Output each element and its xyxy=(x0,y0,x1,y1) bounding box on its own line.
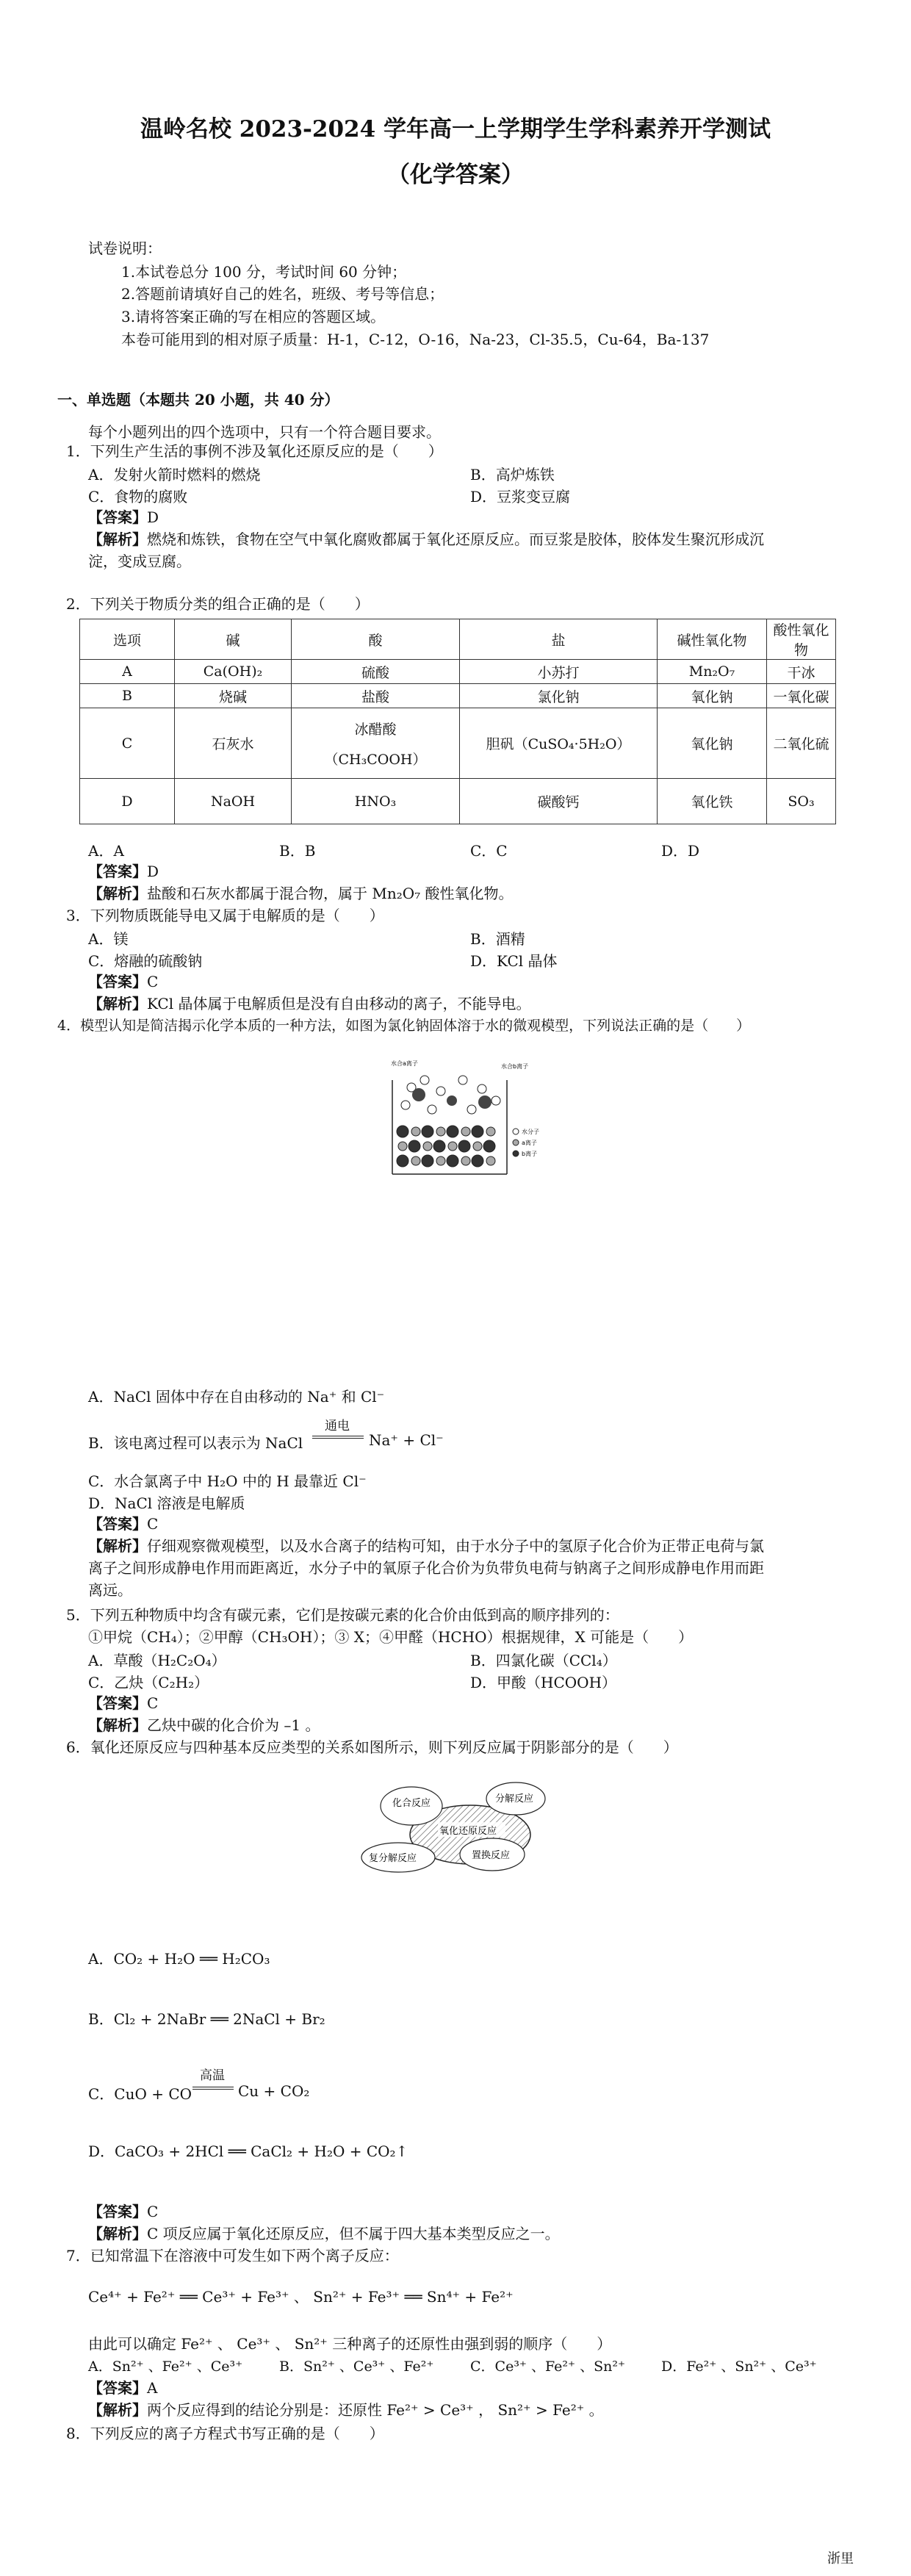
q4-analysis-cont: 离远。 xyxy=(88,1581,132,1599)
q1-option-c: C．食物的腐败 xyxy=(88,488,188,506)
answer-label: 【答案】 xyxy=(88,2379,147,2397)
q6-analysis xyxy=(88,2223,560,2244)
table-cell: 二氧化硫 xyxy=(767,708,836,779)
table-cell: NaOH xyxy=(175,779,292,824)
table-header-row xyxy=(80,619,836,660)
q4-option-b-text: B．该电离过程可以表示为 NaCl xyxy=(88,1434,303,1452)
table-header-cell: 碱 xyxy=(175,619,292,660)
q6-stem: 6．氧化还原反应与四种基本反应类型的关系如图所示，则下列反应属于阴影部分的是（ ） xyxy=(66,1738,678,1756)
analysis-label: 【解析】 xyxy=(88,2401,147,2419)
fig-label-left: 水合a离子 xyxy=(391,1060,418,1067)
fig-legend-item: a离子 xyxy=(522,1140,537,1146)
table-cell: 石灰水 xyxy=(175,708,292,779)
table-cell: 氧化铁 xyxy=(658,779,767,824)
q6-option-b: B．Cl₂ + 2NaBr ══ 2NaCl + Br₂ xyxy=(88,2010,325,2028)
analysis-text: 两个反应得到的结论分别是：还原性 Fe²⁺ > Ce³⁺ ， Sn²⁺ > Fe²⁺ 。 xyxy=(147,2401,604,2419)
table-row xyxy=(80,660,836,684)
q5-option-d: D．甲酸（HCOOH） xyxy=(470,1674,617,1691)
page-subtitle: （化学答案） xyxy=(387,162,524,188)
table-cell: 硫酸 xyxy=(292,660,460,684)
table-cell: Mn₂O₇ xyxy=(658,660,767,684)
reaction-equal-sign xyxy=(312,1436,364,1439)
acid-formula: （CH₃COOH） xyxy=(324,751,427,768)
answer-label: 【答案】 xyxy=(88,1694,147,1712)
table-header-cell: 盐 xyxy=(460,619,658,660)
classification-table xyxy=(79,619,836,824)
analysis-text: 仔细观察微观模型，以及水合离子的结构可知，由于水分子中的氢原子化合价为正带正电荷与氯 xyxy=(147,1537,764,1555)
answer-label: 【答案】 xyxy=(88,2203,147,2220)
q5-option-b: B．四氯化碳（CCl₄） xyxy=(470,1652,617,1669)
analysis-text: 乙炔中碳的化合价为 –1 。 xyxy=(147,1716,320,1734)
page-title: 温岭名校 2023-2024 学年高一上学期学生学科素养开学测试 xyxy=(140,116,771,143)
answer-value: D xyxy=(147,508,159,526)
reaction-equal-sign xyxy=(192,2087,234,2090)
q6-option-a: A．CO₂ + H₂O ══ H₂CO₃ xyxy=(88,1950,270,1968)
table-row xyxy=(80,708,836,779)
venn-label: 复分解反应 xyxy=(369,1853,417,1864)
q2-stem: 2．下列关于物质分类的组合正确的是（ ） xyxy=(66,595,370,613)
q7-option-a: A．Sn²⁺ 、Fe²⁺ 、Ce³⁺ xyxy=(88,2359,243,2375)
q8-stem: 8．下列反应的离子方程式书写正确的是（ ） xyxy=(66,2425,384,2442)
q4-answer xyxy=(88,1514,158,1534)
section-title: 一、单选题（本题共 20 小题，共 40 分） xyxy=(57,391,339,409)
answer-label: 【答案】 xyxy=(88,973,147,990)
q2-option-d: D．D xyxy=(661,842,700,860)
answer-value: C xyxy=(147,1515,159,1533)
table-cell: B xyxy=(80,684,175,708)
q4-analysis-cont: 离子之间形成静电作用而距离近，水分子中的氧原子化合价为负带负电荷与钠离子之间形成静电作用而距 xyxy=(88,1559,764,1577)
q4-option-c: C．水合氯离子中 H₂O 中的 H 最靠近 Cl⁻ xyxy=(88,1472,367,1490)
instructions-heading: 试卷说明： xyxy=(88,240,162,257)
q7-question: 由此可以确定 Fe²⁺ 、 Ce³⁺ 、 Sn²⁺ 三种离子的还原性由强到弱的顺序（ ） xyxy=(88,2335,612,2353)
analysis-label: 【解析】 xyxy=(88,1716,147,1734)
q6-option-c-condition: 高温 xyxy=(200,2068,225,2083)
q3-stem: 3．下列物质既能导电又属于电解质的是（ ） xyxy=(66,907,384,924)
table-cell: 干冰 xyxy=(767,660,836,684)
q3-option-c: C．熔融的硫酸钠 xyxy=(88,952,203,970)
q1-option-d: D．豆浆变豆腐 xyxy=(470,488,571,506)
venn-label: 置换反应 xyxy=(472,1850,511,1861)
q4-option-d: D．NaCl 溶液是电解质 xyxy=(88,1494,245,1512)
answer-value: A xyxy=(147,2379,158,2397)
table-cell: D xyxy=(80,779,175,824)
acid-name: 冰醋酸 xyxy=(354,721,397,738)
q5-list: ①甲烷（CH₄）；②甲醇（CH₃OH）；③ X；④甲醛（HCHO）根据规律，X 可能是（ ） xyxy=(88,1628,694,1646)
q6-option-c-text: C．CuO + CO xyxy=(88,2085,192,2103)
q6-option-c-products: Cu + CO₂ xyxy=(238,2082,310,2100)
q4-option-a: A．NaCl 固体中存在自由移动的 Na⁺ 和 Cl⁻ xyxy=(88,1388,385,1406)
analysis-text: 盐酸和石灰水都属于混合物，属于 Mn₂O₇ 酸性氧化物。 xyxy=(147,885,514,902)
answer-value: C xyxy=(147,2203,159,2220)
answer-label: 【答案】 xyxy=(88,508,147,526)
q7-option-d: D．Fe²⁺ 、Sn²⁺ 、Ce³⁺ xyxy=(661,2359,817,2375)
venn-label: 氧化还原反应 xyxy=(439,1826,497,1837)
q4-option-b-condition: 通电 xyxy=(325,1419,350,1433)
q2-answer xyxy=(88,861,159,882)
analysis-label: 【解析】 xyxy=(88,2225,147,2242)
q5-answer xyxy=(88,1693,158,1713)
q7-answer xyxy=(88,2378,157,2398)
instruction-item: 1.本试卷总分 100 分，考试时间 60 分钟； xyxy=(121,263,407,281)
q3-option-b: B．酒精 xyxy=(470,930,525,948)
table-cell: 胆矾（CuSO₄·5H₂O） xyxy=(460,708,658,779)
analysis-label: 【解析】 xyxy=(88,1537,147,1555)
q2-analysis xyxy=(88,883,514,904)
table-cell: 盐酸 xyxy=(292,684,460,708)
table-cell: 氯化钠 xyxy=(460,684,658,708)
analysis-text: C 项反应属于氧化还原反应，但不属于四大基本类型反应之一。 xyxy=(147,2225,560,2242)
answer-value: C xyxy=(147,1694,159,1712)
table-cell: 一氧化碳 xyxy=(767,684,836,708)
table-header-cell: 选项 xyxy=(80,619,175,660)
q1-analysis xyxy=(88,529,764,550)
table-cell: Ca(OH)₂ xyxy=(175,660,292,684)
reaction-type-venn-diagram xyxy=(353,1772,573,1882)
table-cell: 烧碱 xyxy=(175,684,292,708)
q5-analysis xyxy=(88,1715,320,1735)
q1-stem: 1．下列生产生活的事例不涉及氧化还原反应的是（ ） xyxy=(66,442,443,460)
instruction-item: 本卷可能用到的相对原子质量：H-1，C-12，O-16，Na-23，Cl-35.5，Cu-64，Ba-137 xyxy=(121,331,710,348)
q7-equations: Ce⁴⁺ + Fe²⁺ ══ Ce³⁺ + Fe³⁺ 、 Sn²⁺ + Fe³⁺ ══ Sn⁴⁺ + Fe²⁺ xyxy=(88,2288,514,2306)
table-cell: 氧化钠 xyxy=(658,684,767,708)
answer-label: 【答案】 xyxy=(88,1515,147,1533)
instruction-item: 2.答题前请填好自己的姓名，班级、考号等信息； xyxy=(121,285,444,303)
instruction-item: 3.请将答案正确的写在相应的答题区域。 xyxy=(121,308,386,325)
table-cell: 氧化钠 xyxy=(658,708,767,779)
q1-option-b: B．高炉炼铁 xyxy=(470,466,555,483)
q4-stem: 4．模型认知是简洁揭示化学本质的一种方法，如图为氯化钠固体溶于水的微观模型，下列说法正确的是（ ） xyxy=(57,1018,751,1034)
table-header-cell: 酸 xyxy=(292,619,460,660)
q7-option-c: C．Ce³⁺ 、Fe²⁺ 、Sn²⁺ xyxy=(470,2359,625,2375)
q2-option-a: A．A xyxy=(88,842,124,860)
table-cell: 小苏打 xyxy=(460,660,658,684)
q3-option-d: D．KCl 晶体 xyxy=(470,952,558,970)
analysis-label: 【解析】 xyxy=(88,995,147,1012)
q4-analysis xyxy=(88,1536,764,1556)
q2-option-c: C．C xyxy=(470,842,508,860)
q5-option-a: A．草酸（H₂C₂O₄） xyxy=(88,1652,226,1669)
q3-option-a: A．镁 xyxy=(88,930,129,948)
analysis-text: 燃烧和炼铁，食物在空气中氧化腐败都属于氧化还原反应。而豆浆是胶体，胶体发生聚沉形成沉 xyxy=(147,530,764,548)
analysis-text: KCl 晶体属于电解质但是没有自由移动的离子，不能导电。 xyxy=(147,995,531,1012)
q1-answer xyxy=(88,507,159,528)
q6-option-d: D．CaCO₃ + 2HCl ══ CaCl₂ + H₂O + CO₂↑ xyxy=(88,2143,408,2160)
q3-analysis xyxy=(88,993,530,1014)
venn-label: 化合反应 xyxy=(392,1798,431,1809)
answer-value: C xyxy=(147,973,159,990)
q2-option-b: B．B xyxy=(279,842,316,860)
q7-analysis xyxy=(88,2400,604,2420)
fig-legend-item: 水分子 xyxy=(522,1129,539,1135)
q4-option-b-products: Na⁺ + Cl⁻ xyxy=(369,1431,444,1449)
venn-label: 分解反应 xyxy=(495,1794,534,1805)
table-row xyxy=(80,684,836,708)
table-cell: A xyxy=(80,660,175,684)
q7-option-b: B．Sn²⁺ 、Ce³⁺ 、Fe²⁺ xyxy=(279,2359,434,2375)
q1-analysis-cont: 淀，变成豆腐。 xyxy=(88,553,191,570)
table-header-cell: 碱性氧化物 xyxy=(658,619,767,660)
section-intro: 每个小题列出的四个选项中，只有一个符合题目要求。 xyxy=(88,423,441,441)
nacl-dissolution-model-figure xyxy=(389,1058,558,1176)
q5-stem: 5．下列五种物质中均含有碳元素，它们是按碳元素的化合价由低到高的顺序排列的： xyxy=(66,1606,619,1624)
table-cell: HNO₃ xyxy=(292,779,460,824)
q1-option-a: A．发射火箭时燃料的燃烧 xyxy=(88,466,261,483)
analysis-label: 【解析】 xyxy=(88,530,147,548)
answer-label: 【答案】 xyxy=(88,863,147,880)
q6-answer xyxy=(88,2201,158,2222)
fig-label-right: 水合b离子 xyxy=(501,1063,529,1070)
analysis-label: 【解析】 xyxy=(88,885,147,902)
table-cell: SO₃ xyxy=(767,779,836,824)
q5-option-c: C．乙炔（C₂H₂） xyxy=(88,1674,209,1691)
page-footer: 浙里 xyxy=(827,2551,854,2566)
table-cell: 碳酸钙 xyxy=(460,779,658,824)
q6-option-c xyxy=(88,2065,529,2106)
table-cell xyxy=(292,708,460,779)
table-header-cell: 酸性氧化物 xyxy=(767,619,836,660)
q3-answer xyxy=(88,971,158,992)
table-cell: C xyxy=(80,708,175,779)
fig-legend-item: b离子 xyxy=(522,1151,538,1157)
table-row xyxy=(80,779,836,824)
q7-stem: 7．已知常温下在溶液中可发生如下两个离子反应： xyxy=(66,2247,399,2264)
q4-option-b xyxy=(88,1415,529,1456)
answer-value: D xyxy=(147,863,159,880)
